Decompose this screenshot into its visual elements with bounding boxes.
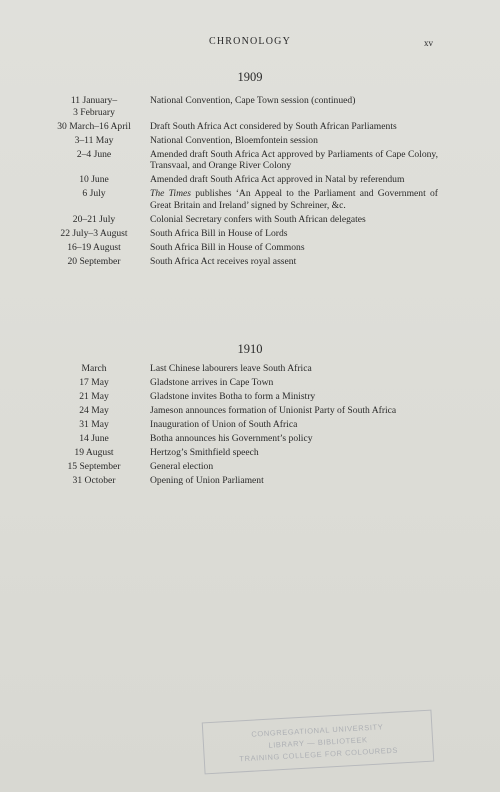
entry-event-italic: The Times [150, 188, 192, 200]
entry-date: 31 May [79, 418, 109, 430]
chronology-entry [38, 447, 438, 459]
chronology-entry [38, 256, 438, 268]
entry-date: 31 October [72, 474, 116, 486]
chronology-entry [38, 135, 438, 147]
year-heading-1910: 1910 [237, 342, 263, 356]
entry-date: 15 September [67, 460, 121, 472]
entry-event: Jameson announces formation of Unionist Party of South Africa [150, 404, 397, 416]
entry-event: Gladstone arrives in Cape Town [150, 376, 274, 388]
chronology-entry [38, 95, 438, 118]
entry-date: March [81, 363, 107, 374]
entry-event: Amended draft South Africa Act approved in Natal by referendum [150, 174, 405, 186]
entry-date: 6 July [82, 188, 106, 200]
chronology-entry [38, 391, 438, 403]
chronology-entry [38, 214, 438, 226]
entry-date: 17 May [79, 376, 109, 388]
entry-event: Gladstone invites Botha to form a Ministry [150, 390, 316, 402]
entry-date: 16–19 August [67, 241, 121, 253]
entry-event [150, 188, 438, 211]
library-stamp [202, 710, 435, 775]
stamp-line-1: CONGREGATIONAL UNIVERSITY [251, 721, 384, 739]
running-header-title: CHRONOLOGY [209, 36, 291, 47]
chronology-entry [38, 377, 438, 389]
chronology-entry [38, 363, 438, 375]
entry-event: Amended draft South Africa Act approved by Parliaments of Cape Colony, Transvaal, and Orange River Colony [150, 148, 438, 172]
chronology-entry [38, 242, 438, 254]
entry-event: South Africa Bill in House of Commons [150, 241, 305, 253]
entry-event: General election [150, 460, 214, 472]
entry-date: 3–11 May [74, 134, 114, 146]
chronology-entry [38, 475, 438, 487]
chronology-entry [38, 174, 438, 186]
entry-date: 22 July–3 August [60, 227, 128, 239]
entry-event: Last Chinese labourers leave South Africa [150, 363, 312, 374]
entry-event: Opening of Union Parliament [150, 474, 264, 486]
chronology-entry [38, 228, 438, 240]
entry-event: National Convention, Bloemfontein session [150, 134, 318, 146]
entry-date: 10 June [79, 174, 109, 186]
chronology-entry [38, 419, 438, 431]
entry-event-text: publishes ‘An Appeal to the Parliament and Government of Great Britain and Ireland’ signed by Schreiner, &c. [150, 188, 438, 211]
entry-date: 21 May [79, 390, 109, 402]
entry-event: National Convention, Cape Town session (continued) [150, 95, 356, 106]
entry-event: Inauguration of Union of South Africa [150, 418, 298, 430]
entry-date: 20 September [67, 255, 121, 267]
entry-date: 11 January– 3 February [70, 95, 118, 118]
chronology-entry [38, 188, 438, 211]
chronology-entry [38, 149, 438, 172]
chronology-entry [38, 405, 438, 417]
stamp-line-2: LIBRARY — BIBLIOTEEK [268, 734, 368, 750]
chronology-list-1909 [38, 95, 438, 270]
entry-event: Hertzog’s Smithfield speech [150, 446, 259, 458]
entry-date: 20–21 July [72, 213, 116, 225]
entry-event: South Africa Act receives royal assent [150, 255, 297, 267]
entry-event: Draft South Africa Act considered by South African Parliaments [150, 120, 397, 132]
entry-date: 14 June [79, 432, 109, 444]
entry-event: Colonial Secretary confers with South African delegates [150, 213, 366, 225]
chronology-entry [38, 121, 438, 133]
page-number: xv [424, 38, 433, 48]
entry-date: 2–4 June [76, 148, 112, 160]
entry-date: 24 May [79, 404, 109, 416]
entry-date: 30 March–16 April [57, 120, 131, 132]
year-heading-1909: 1909 [237, 70, 263, 84]
entry-event: South Africa Bill in House of Lords [150, 227, 288, 239]
stamp-line-3: TRAINING COLLEGE FOR COLOUREDS [239, 745, 399, 763]
entry-event: Botha announces his Government’s policy [150, 432, 313, 444]
entry-date: 19 August [74, 446, 114, 458]
chronology-list-1910 [38, 363, 438, 489]
chronology-entry [38, 461, 438, 473]
chronology-entry [38, 433, 438, 445]
